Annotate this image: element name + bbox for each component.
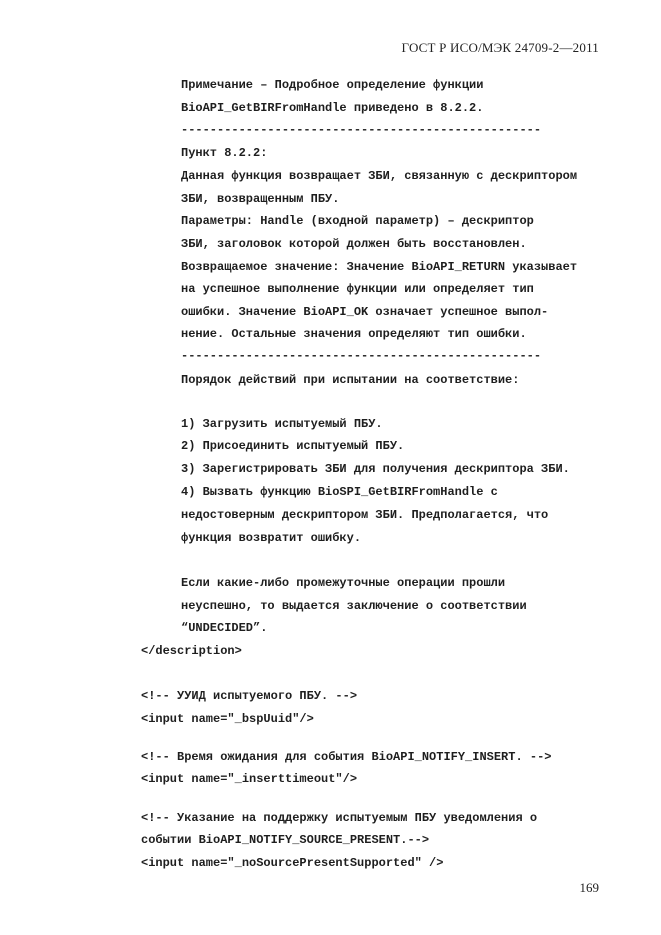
- step-4-line-2: недостоверным дескриптором ЗБИ. Предполагается, что: [181, 508, 549, 522]
- separator-1: --------------------------------------------------: [181, 123, 542, 137]
- clause-title: Пункт 8.2.2:: [181, 146, 268, 160]
- return-line-3: ошибки. Значение BioAPI_OK означает успешное выпол-: [181, 305, 549, 319]
- return-line-1: Возвращаемое значение: Значение BioAPI_RETURN указывает: [181, 260, 578, 274]
- description-line-2: ЗБИ, возвращенным ПБУ.: [181, 192, 340, 206]
- description-line-1: Данная функция возвращает ЗБИ, связанную с дескриптором: [181, 169, 578, 183]
- params-line-1: Параметры: Handle (входной параметр) – дескриптор: [181, 214, 534, 228]
- procedure-title: Порядок действий при испытании на соответствие:: [181, 373, 520, 387]
- document-header: ГОСТ Р ИСО/МЭК 24709-2—2011: [401, 40, 599, 55]
- params-line-2: ЗБИ, заголовок которой должен быть восстановлен.: [181, 237, 527, 251]
- return-line-4: нение. Остальные значения определяют тип ошибки.: [181, 327, 527, 341]
- separator-2: --------------------------------------------------: [181, 349, 542, 363]
- page-number: 169: [579, 880, 599, 895]
- comment-source-present-2: событии BioAPI_NOTIFY_SOURCE_PRESENT.-->: [141, 833, 430, 847]
- step-4-line-3: функция возвратит ошибку.: [181, 531, 362, 545]
- step-3: 3) Зарегистрировать ЗБИ для получения дескриптора ЗБИ.: [181, 462, 570, 476]
- input-bsp-uuid: <input name="_bspUuid"/>: [141, 712, 314, 726]
- undecided-line-2: неуспешно, то выдается заключение о соответствии: [181, 599, 527, 613]
- step-2: 2) Присоединить испытуемый ПБУ.: [181, 439, 405, 453]
- end-description-tag: </description>: [141, 644, 242, 658]
- comment-source-present-1: <!-- Указание на поддержку испытуемым ПБУ уведомления о: [141, 811, 538, 825]
- input-no-source-present: <input name="_noSourcePresentSupported" />: [141, 856, 444, 870]
- step-1: 1) Загрузить испытуемый ПБУ.: [181, 417, 383, 431]
- step-4-line-1: 4) Вызвать функцию BioSPI_GetBIRFromHandle с: [181, 485, 498, 499]
- note-line-2: BioAPI_GetBIRFromHandle приведено в 8.2.2.: [181, 101, 484, 115]
- return-line-2: на успешное выполнение функции или определяет тип: [181, 282, 534, 296]
- input-insert-timeout: <input name="_inserttimeout"/>: [141, 772, 358, 786]
- undecided-line-1: Если какие-либо промежуточные операции прошли: [181, 576, 506, 590]
- undecided-line-3: “UNDECIDED”.: [181, 621, 268, 635]
- comment-bsp-uuid: <!-- УУИД испытуемого ПБУ. -->: [141, 689, 358, 703]
- comment-insert-timeout: <!-- Время ожидания для события BioAPI_NOTIFY_INSERT. -->: [141, 750, 552, 764]
- note-line-1: Примечание – Подробное определение функции: [181, 78, 484, 92]
